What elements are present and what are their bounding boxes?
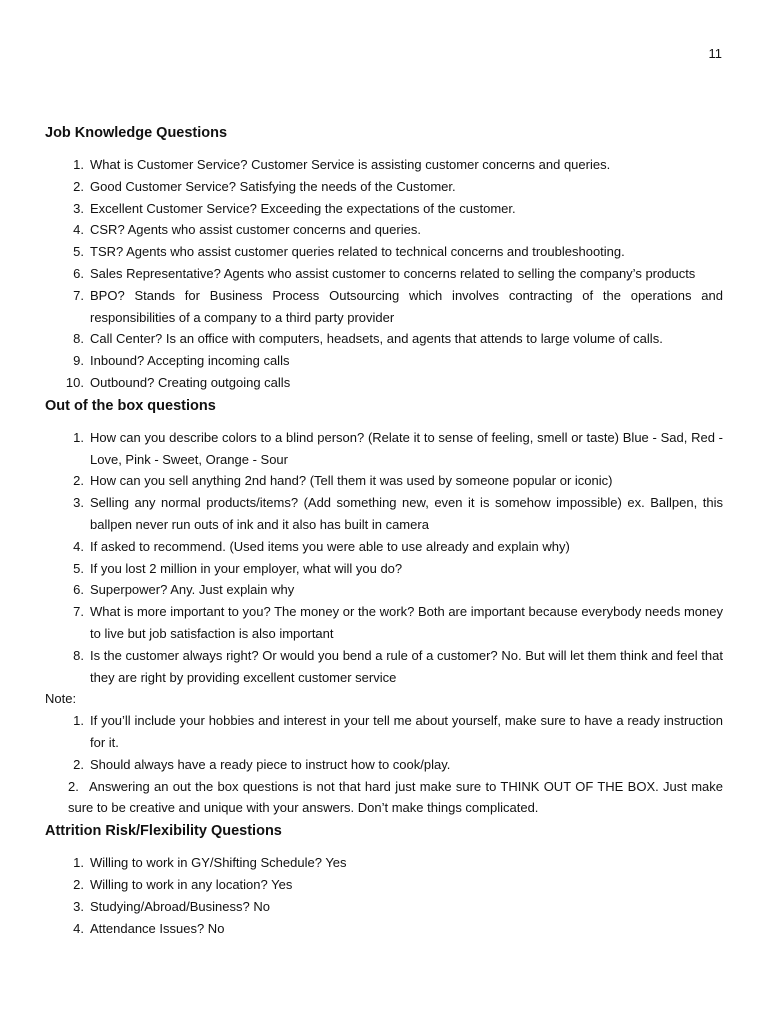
list-item: 2. How can you sell anything 2nd hand? (Tell them it was used by someone popular or iconic) [73, 473, 613, 489]
list-item: 8. Is the customer always right? Or would you bend a rule of a customer? No. But will let them think and feel that they are right by providing excellent customer service [73, 647, 723, 685]
page-number: 11 [708, 46, 722, 61]
list-item: 5. If you lost 2 million in your employer, what will you do? [73, 560, 403, 576]
job-knowledge-list [45, 154, 723, 394]
section-heading: Out of the box questions [45, 397, 216, 414]
list-item: 10. Outbound? Creating outgoing calls [65, 374, 291, 390]
list-item: 3. Studying/Abroad/Business? No [73, 898, 270, 914]
list-item: 1. What is Customer Service? Customer Service is assisting customer concerns and queries. [73, 157, 611, 172]
document-content [45, 122, 723, 939]
list-item: 4. CSR? Agents who assist customer concerns and queries. [73, 222, 421, 238]
list-item: 1. If you’ll include your hobbies and interest in your tell me about yourself, make sure to have a ready instruction for it. [73, 713, 723, 750]
section-heading: Job Knowledge Questions [45, 125, 228, 141]
section-heading: Attrition Risk/Flexibility Questions [45, 823, 282, 840]
list-item: 3. Excellent Customer Service? Exceeding the expectations of the customer. [73, 200, 516, 216]
note-list [45, 710, 723, 775]
list-item: 4. Attendance Issues? No [73, 920, 225, 936]
list-item: 2. Good Customer Service? Satisfying the needs of the Customer. [73, 178, 456, 194]
list-item: 6. Sales Representative? Agents who assist customer to concerns related to selling the company’s products [73, 265, 696, 281]
job-knowledge-section [45, 122, 723, 394]
out-of-box-section [45, 395, 723, 819]
list-item: 3. Selling any normal products/items? (Add something new, even it is somehow impossible) ex. Ballpen, this ballpen never run outs of ink and it also has built in camera [73, 495, 723, 532]
list-item: 5. TSR? Agents who assist customer queries related to technical concerns and troubleshooting. [73, 244, 625, 260]
out-of-box-list [45, 427, 723, 689]
list-item: 9. Inbound? Accepting incoming calls [73, 353, 290, 369]
attrition-list [45, 852, 723, 939]
attrition-section [45, 820, 723, 939]
list-item: 2. Should always have a ready piece to instruct how to cook/play. [73, 756, 451, 772]
list-item: 1. Willing to work in GY/Shifting Schedule? Yes [73, 855, 347, 871]
list-item: 1. How can you describe colors to a blind person? (Relate it to sense of feeling, smell or taste) Blue - Sad, Red - Love, Pink - Sweet, Orange - Sour [73, 429, 723, 467]
note-label: Note: [45, 691, 77, 707]
list-item: 2. Willing to work in any location? Yes [73, 876, 293, 892]
list-item: 7. What is more important to you? The money or the work? Both are important because everybody needs money to live but job satisfaction is also important [73, 604, 723, 641]
list-item: 8. Call Center? Is an office with computers, headsets, and agents that attends to large volume of calls. [73, 331, 663, 347]
list-item: 6. Superpower? Any. Just explain why [73, 582, 295, 598]
list-item: 4. If asked to recommend. (Used items you were able to use already and explain why) [73, 538, 570, 554]
list-item: 7. BPO? Stands for Business Process Outsourcing which involves contracting of the operations and responsibilities of a company to a third party provider [73, 287, 723, 325]
note-paragraph: 2. Answering an out the box questions is not that hard just make sure to THINK OUT OF THE BOX. Just make sure to be creative and unique with your answers. Don’t make things complicated. [68, 778, 723, 816]
